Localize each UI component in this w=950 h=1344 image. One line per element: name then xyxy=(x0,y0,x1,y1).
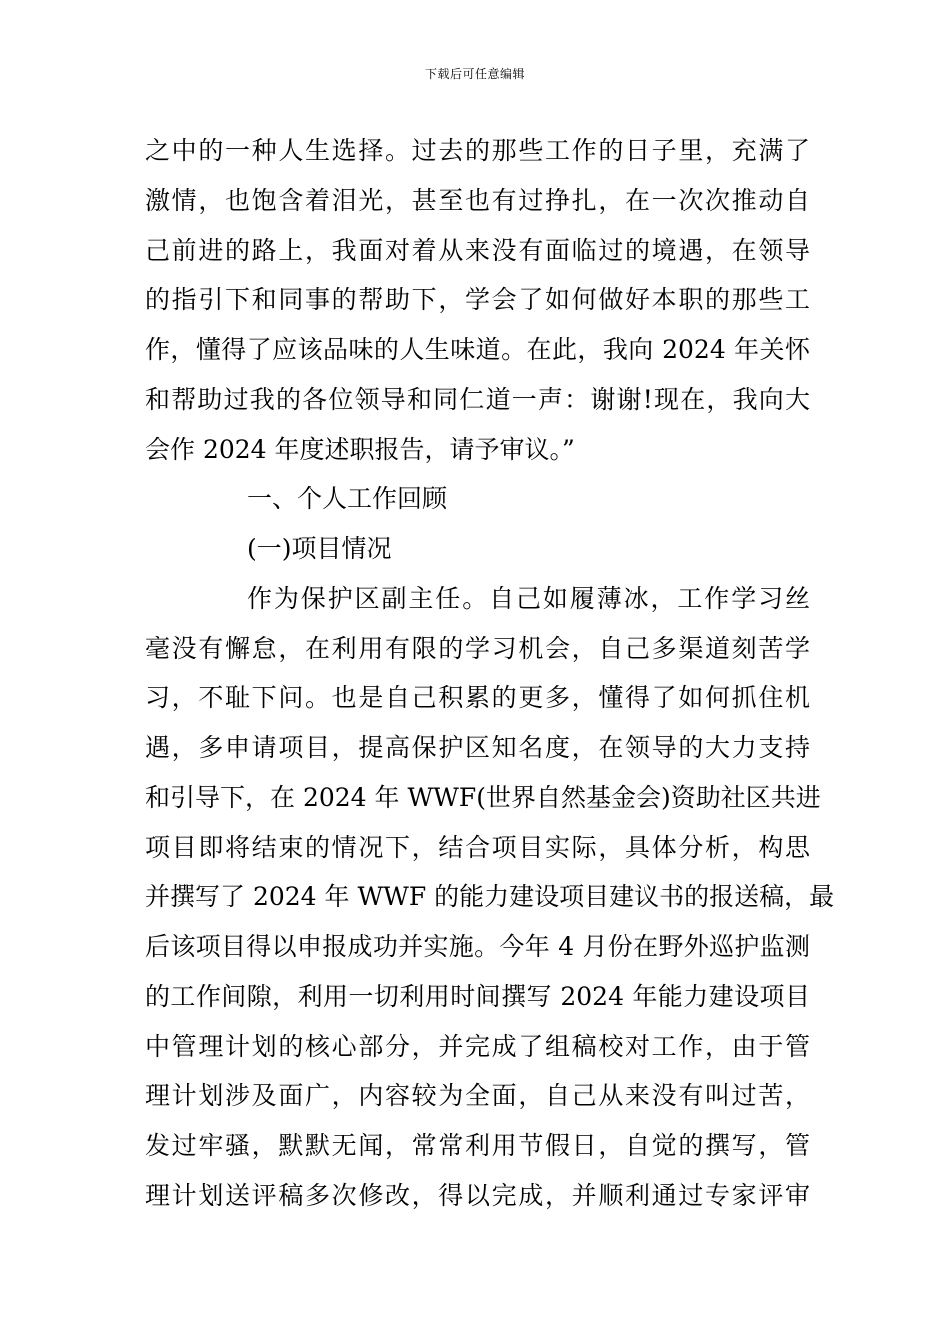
text-line: 之中的一种人生选择。过去的那些工作的日子里，充满了 xyxy=(145,136,810,165)
text-line: 的工作间隙，利用一切利用时间撰写 2024 年能力建设项目 xyxy=(145,981,810,1011)
text-line: 和引导下，在 2024 年 WWF(世界自然基金会)资助社区共进 xyxy=(145,782,821,812)
section-heading: 一、个人工作回顾 xyxy=(247,484,448,514)
text-line: 遇，多申请项目，提高保护区知名度，在领导的大力支持 xyxy=(145,733,810,762)
paragraph-closing-remarks xyxy=(145,126,810,474)
text-line: 作，懂得了应该品味的人生味道。在此，我向 2024 年关怀 xyxy=(145,335,810,364)
text-line: 激情，也饱含着泪光，甚至也有过挣扎，在一次次推动自 xyxy=(145,185,810,215)
subsection-heading-projects xyxy=(145,524,810,574)
page-header: 下载后可任意编辑 xyxy=(424,67,525,81)
text-line: 和帮助过我的各位领导和同仁道一声：谢谢!现在，我向大 xyxy=(145,384,810,414)
section-heading-work-review xyxy=(145,474,810,524)
text-line: 理计划涉及面广，内容较为全面，自己从来没有叫过苦， xyxy=(145,1081,810,1111)
text-line: 发过牢骚，默默无闻，常常利用节假日，自觉的撰写，管 xyxy=(145,1131,810,1160)
text-line: 理计划送评稿多次修改，得以完成，并顺利通过专家评审 xyxy=(145,1180,810,1210)
subsection-heading: (一)项目情况 xyxy=(247,534,392,563)
text-line: 己前进的路上，我面对着从来没有面临过的境遇，在领导 xyxy=(145,235,810,265)
text-line: 项目即将结束的情况下，结合项目实际，具体分析，构思 xyxy=(145,832,810,862)
paragraph-project-details xyxy=(145,574,835,1221)
text-line: 的指引下和同事的帮助下，学会了如何做好本职的那些工 xyxy=(145,285,810,315)
text-line: 并撰写了 2024 年 WWF 的能力建设项目建议书的报送稿，最 xyxy=(145,882,835,912)
text-line: 作为保护区副主任。自己如履薄冰，工作学习丝 xyxy=(247,583,810,613)
text-line: 习，不耻下问。也是自己积累的更多，懂得了如何抓住机 xyxy=(145,683,810,713)
text-line: 会作 2024 年度述职报告，请予审议。” xyxy=(145,434,575,464)
text-line: 中管理计划的核心部分，并完成了组稿校对工作，由于管 xyxy=(145,1031,810,1061)
document-body xyxy=(145,126,835,1221)
text-line: 毫没有懈怠，在利用有限的学习机会，自己多渠道刻苦学 xyxy=(145,633,810,663)
text-line: 后该项目得以申报成功并实施。今年 4 月份在野外巡护监测 xyxy=(145,932,810,961)
